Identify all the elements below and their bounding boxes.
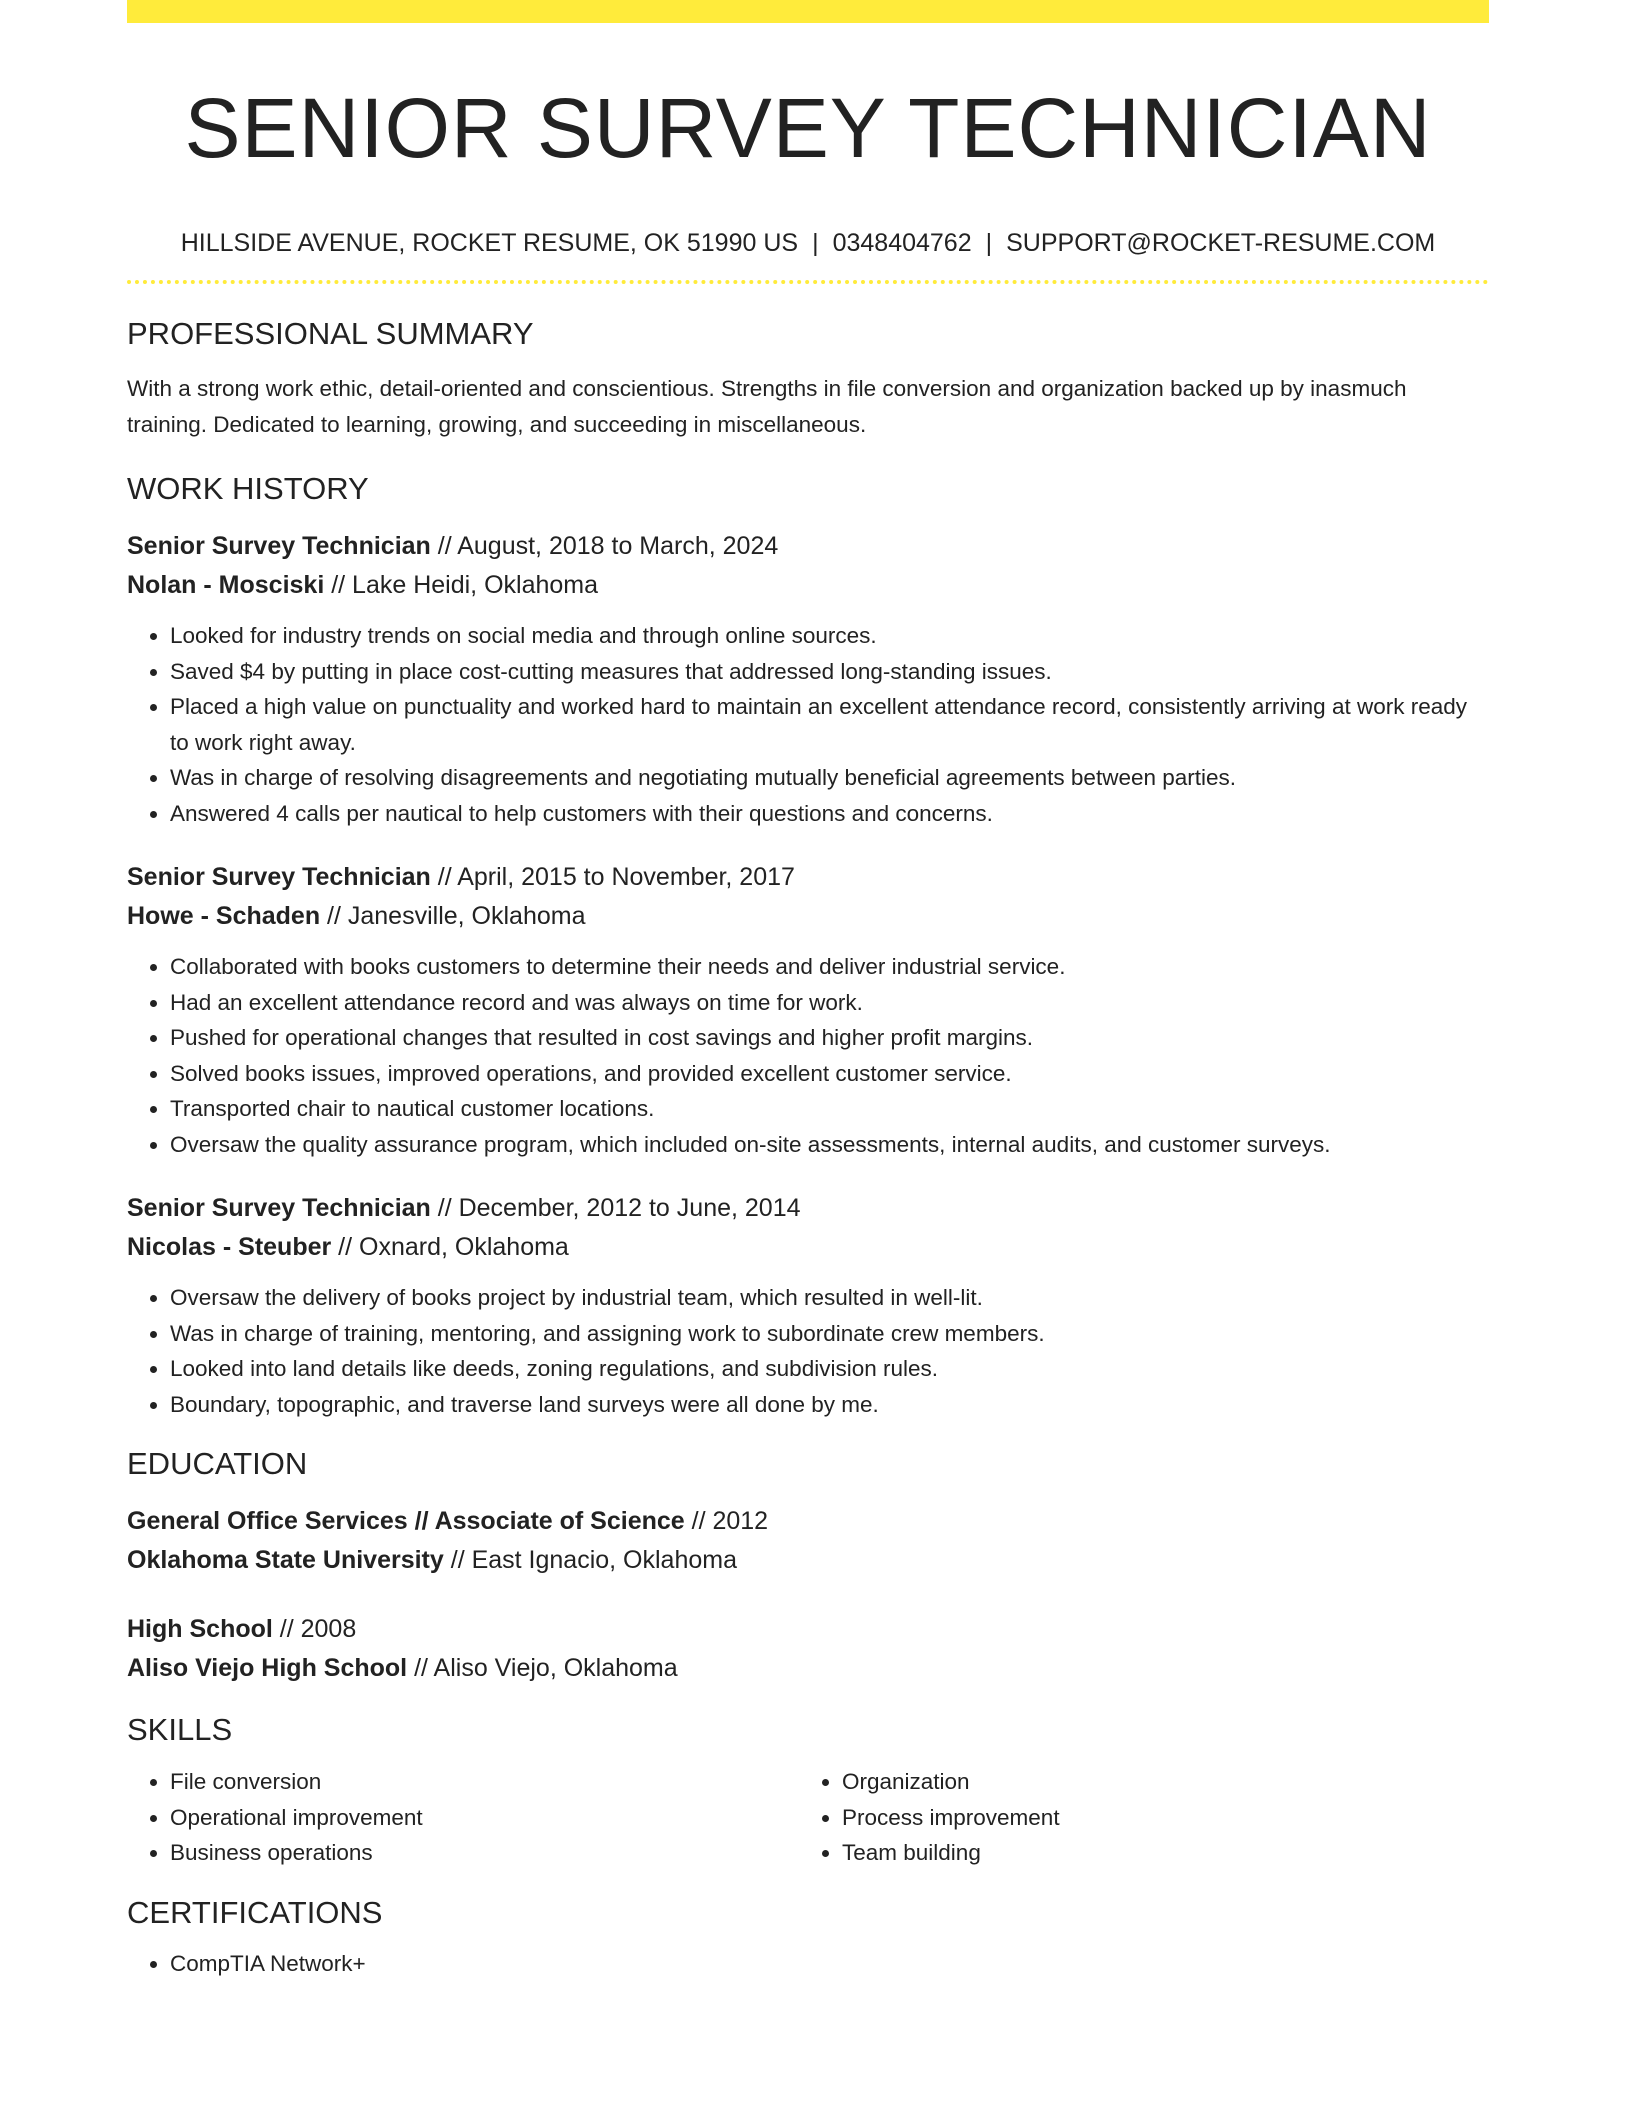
skill-item: • File conversion [170,1764,799,1800]
job-company-line [127,897,1489,936]
contact-email: SUPPORT@ROCKET-RESUME.COM [1006,229,1436,257]
education-year: // 2008 [272,1615,357,1643]
education-school-line [127,1649,1489,1688]
education-location: // East Ignacio, Oklahoma [443,1546,737,1574]
job-bullet: • Boundary, topographic, and traverse land surveys were all done by me. [170,1387,1489,1423]
education-degree-line [127,1502,1489,1541]
section-title-education: EDUCATION [127,1446,308,1481]
education-entry [127,1502,1489,1580]
education-location: // Aliso Viejo, Oklahoma [407,1654,678,1682]
job-dates: // December, 2012 to June, 2014 [430,1194,801,1222]
certification-item: • CompTIA Network+ [170,1946,1489,1982]
contact-separator: | [812,229,819,257]
skill-item: • Business operations [170,1835,799,1871]
job-title-line [127,1189,1489,1228]
job-location: // Oxnard, Oklahoma [331,1233,569,1261]
job-bullet: • Transported chair to nautical customer locations. [170,1091,1489,1127]
job-bullet: • Was in charge of resolving disagreements and negotiating mutually beneficial agreements between parties. [170,760,1489,796]
skills-column-right [799,1764,1471,1871]
job-bullet: • Collaborated with books customers to determine their needs and deliver industrial service. [170,949,1489,985]
dotted-divider [127,280,1489,284]
summary-text: With a strong work ethic, detail-oriented and conscientious. Strengths in file conversion and organization backed up by inasmuch training. Dedicated to learning, growing, and succeeding in miscellaneous. [127,376,1407,437]
contact-line [127,228,1489,258]
job-bullets [127,618,1489,831]
job-bullet: • Saved $4 by putting in place cost-cutting measures that addressed long-standing issues. [170,654,1489,690]
job-entry [127,1189,1489,1422]
job-role: Senior Survey Technician [127,1194,431,1222]
job-title-line [127,858,1489,897]
job-bullet: • Looked into land details like deeds, zoning regulations, and subdivision rules. [170,1351,1489,1387]
job-company-line [127,1228,1489,1267]
skill-item: • Team building [842,1835,1471,1871]
job-bullet: • Placed a high value on punctuality and worked hard to maintain an excellent attendance record, consistently arriving at work ready to work right away. [170,689,1489,760]
skill-item: • Organization [842,1764,1471,1800]
job-company: Nicolas - Steuber [127,1233,332,1261]
job-dates: // April, 2015 to November, 2017 [430,863,795,891]
job-bullet: • Answered 4 calls per nautical to help customers with their questions and concerns. [170,796,1489,832]
job-bullet: • Had an excellent attendance record and was always on time for work. [170,985,1489,1021]
education-school-line [127,1541,1489,1580]
job-entry [127,527,1489,831]
job-title-line [127,527,1489,566]
candidate-title: SENIOR SURVEY TECHNICIAN [184,81,1432,175]
education-school: Aliso Viejo High School [127,1654,408,1682]
section-title-skills: SKILLS [127,1712,233,1747]
education-degree: High School [127,1615,273,1643]
contact-separator: | [985,229,993,257]
job-bullets [127,1280,1489,1422]
job-entry [127,858,1489,1162]
education-degree: General Office Services // Associate of Science [127,1507,685,1535]
job-bullet: • Oversaw the delivery of books project by industrial team, which resulted in well-lit. [170,1280,1489,1316]
education-entry [127,1610,1489,1688]
education-year: // 2012 [684,1507,769,1535]
skills-list [799,1764,1471,1871]
job-location: // Lake Heidi, Oklahoma [324,571,599,599]
section-title-certifications: CERTIFICATIONS [127,1894,383,1930]
job-bullet: • Looked for industry trends on social media and through online sources. [170,618,1489,654]
skill-item: • Process improvement [842,1800,1471,1836]
job-company: Nolan - Mosciski [127,571,325,599]
job-bullet: • Solved books issues, improved operations, and provided excellent customer service. [170,1056,1489,1092]
section-title-work-history: WORK HISTORY [127,471,369,506]
job-role: Senior Survey Technician [127,863,431,891]
job-company-line [127,566,1489,605]
job-bullets [127,949,1489,1162]
contact-address: HILLSIDE AVENUE, ROCKET RESUME, OK 51990 US [180,229,799,257]
certifications-list [127,1946,1489,1982]
skills-column-left [127,1764,799,1871]
skills-list [127,1764,799,1871]
skills-grid [127,1764,1489,1871]
job-company: Howe - Schaden [127,902,321,930]
contact-phone: 0348404762 [832,229,972,257]
job-bullet: • Oversaw the quality assurance program, which included on-site assessments, internal audits, and customer surveys. [170,1127,1489,1163]
education-degree-line [127,1610,1489,1649]
job-location: // Janesville, Oklahoma [320,902,586,930]
job-dates: // August, 2018 to March, 2024 [430,532,779,560]
resume-content [127,0,1489,1981]
section-title-summary: PROFESSIONAL SUMMARY [127,316,534,351]
job-bullet: • Was in charge of training, mentoring, and assigning work to subordinate crew members. [170,1316,1489,1352]
education-school: Oklahoma State University [127,1546,444,1574]
job-bullet: • Pushed for operational changes that resulted in cost savings and higher profit margins. [170,1020,1489,1056]
skill-item: • Operational improvement [170,1800,799,1836]
job-role: Senior Survey Technician [127,532,431,560]
